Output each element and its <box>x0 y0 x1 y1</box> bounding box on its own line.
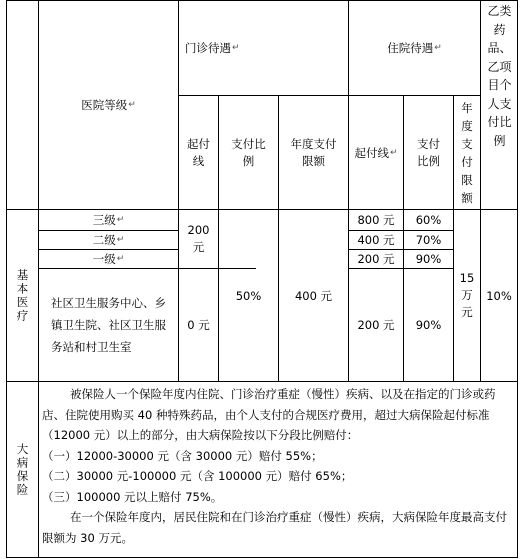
in-deductible-community <box>349 269 403 381</box>
in-ratio-tertiary <box>404 210 453 230</box>
level-secondary: 二级 ↵ <box>92 233 125 247</box>
in-deductible-primary <box>349 250 403 268</box>
header-outpatient-text: 门诊待遇 <box>185 41 231 55</box>
header-class-b-text: 乙类药品、乙项目个人支付比例 <box>487 4 512 148</box>
header-out-ratio-line1: 支付比 <box>231 136 266 151</box>
level-secondary-text: 二级 <box>92 233 116 247</box>
in-deductible-community-text: 200 元 <box>357 318 395 332</box>
in-deductible-tertiary <box>349 210 403 230</box>
header-outpatient: 门诊待遇 ↵ <box>185 41 240 55</box>
out-deductible-hospital-line2: 元 <box>192 240 205 254</box>
in-ratio-primary-text: 90% <box>415 252 442 266</box>
level-community-line2: 镇卫生院、社区卫生服 <box>51 318 166 332</box>
critical-illness-label-text: 大病保险 <box>15 442 30 497</box>
in-ratio-tertiary-text: 60% <box>415 213 442 227</box>
out-deductible-hospital-line1: 200 <box>187 223 210 237</box>
out-deductible-community <box>179 269 218 381</box>
header-out-ratio-line2: 例 <box>242 153 255 168</box>
class-b-ratio-value-text: 10% <box>486 288 512 303</box>
header-in-ratio-line1: 支付 <box>417 136 440 151</box>
basic-medical-label-text: 基本医疗 <box>15 268 30 323</box>
out-deductible-hospital <box>179 210 218 268</box>
header-out-deductible-line2: 线 <box>192 153 205 168</box>
critical-illness-label <box>7 382 38 557</box>
header-inpatient-text: 住院待遇 <box>387 41 434 55</box>
in-ratio-community <box>404 269 453 381</box>
in-limit-line1: 15 <box>459 271 475 285</box>
header-class-b <box>483 2 516 152</box>
in-ratio-secondary <box>404 231 453 249</box>
header-in-limit-text: 年度支付限额 <box>461 100 473 205</box>
header-in-limit <box>454 96 480 209</box>
in-ratio-secondary-text: 70% <box>415 233 442 247</box>
in-ratio-primary <box>404 250 453 268</box>
level-community <box>39 269 178 381</box>
header-in-ratio <box>404 96 453 209</box>
critical-paragraph-1: 被保险人一个保险年度内住院、门诊治疗重症（慢性）疾病、以及在指定的门诊或药店、住院使用购买 40 种特殊药品，由个人支付的合规医疗费用，超过大病保险起付标准（12000 元）以上的部分，由大病保险按以下分段比例赔付： <box>42 387 496 442</box>
in-deductible-tertiary-text: 800 元 <box>357 213 395 227</box>
critical-tier-2: （二）30000 元-100000 元（含 100000 元）赔付 65%； <box>42 469 353 483</box>
out-limit-value <box>279 210 348 381</box>
level-tertiary-text: 三级 <box>92 213 116 227</box>
class-b-ratio-value <box>481 210 517 381</box>
in-deductible-secondary-text: 400 元 <box>357 233 395 247</box>
table-border-bottom <box>6 557 518 558</box>
header-in-deductible-text: 起付线 <box>354 145 389 160</box>
header-hospital-level-text: 医院等级 <box>81 98 128 112</box>
header-in-deductible: 起付线 ↵ <box>354 145 398 160</box>
level-community-line1: 社区卫生服务中心、乡 <box>51 296 166 310</box>
out-ratio-value <box>219 210 278 381</box>
in-deductible-primary-text: 200 元 <box>357 252 395 266</box>
in-limit-line2: 万 <box>461 288 473 302</box>
level-community-line3: 务站和村卫生室 <box>51 340 132 354</box>
header-out-deductible-line1: 起付 <box>187 136 210 151</box>
header-out-limit-line1: 年度支付 <box>290 136 337 151</box>
basic-medical-label <box>7 210 38 381</box>
level-primary-text: 一级 <box>92 252 116 266</box>
header-out-deductible <box>179 96 218 209</box>
header-out-ratio <box>219 96 278 209</box>
in-limit-value <box>454 210 480 381</box>
out-limit-value-text: 400 元 <box>294 288 333 303</box>
header-out-limit-line2: 限额 <box>302 153 325 168</box>
header-out-limit <box>279 96 348 209</box>
critical-illness-description <box>42 384 518 548</box>
in-ratio-community-text: 90% <box>415 318 442 332</box>
in-deductible-secondary <box>349 231 403 249</box>
critical-tier-1: （一）12000-30000 元（含 30000 元）赔付 55%； <box>42 448 323 463</box>
out-ratio-value-text: 50% <box>235 288 262 303</box>
basic-bottom-line <box>6 381 518 382</box>
out-deductible-community-text: 0 元 <box>187 318 210 332</box>
in-limit-line3: 元 <box>461 305 473 319</box>
level-tertiary: 三级 ↵ <box>92 213 125 227</box>
level-primary: 一级 ↵ <box>92 252 125 266</box>
header-in-ratio-line2: 比例 <box>417 153 440 168</box>
header-inpatient: 住院待遇 ↵ <box>387 41 442 55</box>
critical-paragraph-2: 在一个保险年度内，居民住院和在门诊治疗重症（慢性）疾病，大病保险年度最高支付限额为 30 万元。 <box>42 510 507 545</box>
header-hospital-level: 医院等级 ↵ <box>81 98 136 112</box>
critical-tier-3: （三）100000 元以上赔付 75%。 <box>42 489 223 504</box>
